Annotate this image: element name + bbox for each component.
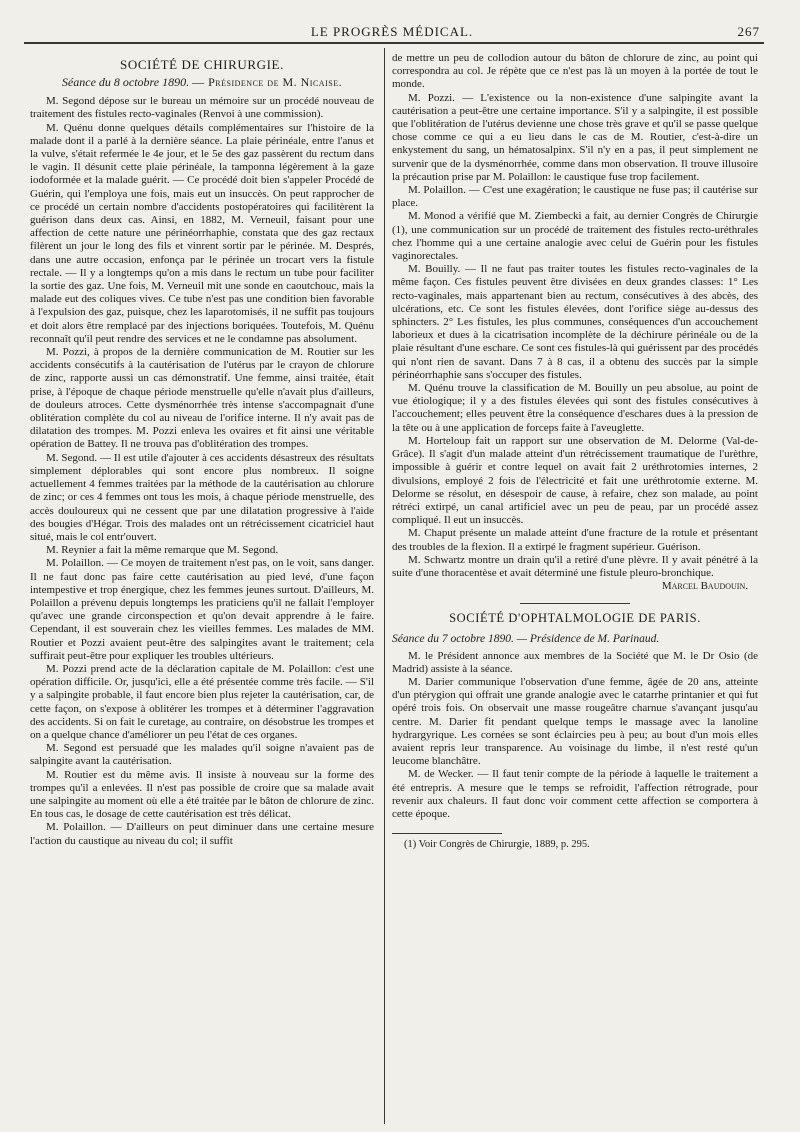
paragraph: M. Quénu donne quelques détails complémentaires sur l'histoire de la malade dont il a parlé à la dernière séance. La plaie périnéale, entre l'anus et la vulve, s'était refermée le 4e jour, et le 5e des gaz passèrent du rectum dans le vagin. Il désunit cette plaie périnéale, la tamponna légèrement à la gaze iodoformée et la malade guérit. — Ce procédé doit bien s'appeler Procédé de Guérin, qui l'employa une fois, mais eut un insuccès. On peut rapprocher de ce procédé un certain nombre d'accidents postopératoires qui facilitèrent la guérison dans deux cas. Ainsi, en 1882, M. Verneuil, faisant pour une affection de cette nature une périnéorrhaphie, constata que des gaz rectaux filèrent un jour le long des fils et vinrent sortir par le périnée. M. Després, dans une autre occasion, enfonça par le périnée un trocart vers la fistule rectale. — Il y a longtemps qu'on a mis dans le rectum un tube pour faciliter la sortie des gaz. Une fois, M. Verneuil mit une sonde en caoutchouc, mais la malade eut des coliques vives. Ce tube n'est pas une condition bien favorable à l'expulsion des gaz, puisque, chez les laparotomisés, il ne suffit pas toujours et doit alors être remplacé par des injections boriquées. Toutefois, M. Quénu reconnaît qu'il peut rendre des services et ne le condamne pas absolument. bbox=[30, 121, 374, 345]
left-column bbox=[30, 52, 374, 848]
paragraph: M. Segond est persuadé que les malades qu'il soigne n'avaient pas de salpingite avant la cautérisation. bbox=[30, 742, 374, 768]
session-line bbox=[30, 75, 374, 89]
paragraph: M. Quénu trouve la classification de M. Bouilly un peu absolue, au point de vue étiologique; il y a des fistules élevées qui sont des fistules consécutives à l'accouchement; elles peuvent être la conséquence d'eschares dues à la pression de la tête ou à une application de forceps faite à l'aveuglette. bbox=[392, 382, 758, 434]
column-divider bbox=[384, 48, 385, 1124]
footnote: (1) Voir Congrès de Chirurgie, 1889, p. 295. bbox=[404, 839, 590, 851]
paragraph: M. de Wecker. — Il faut tenir compte de la période à laquelle le traitement a été entrepris. A mesure que le temps se refroidit, l'affection rétrograde, pour revenir aux chaleurs. Il faut donc voir comment cette affection se comportera à cette époque. bbox=[392, 768, 758, 820]
footnote-rule bbox=[392, 833, 502, 834]
header-rule bbox=[24, 42, 764, 44]
paragraph: M. Polaillon. — Ce moyen de traitement n'est pas, on le voit, sans danger. Il ne faut donc pas faire cette cautérisation au pied levé, d'une façon intempestive et trop énergique, chez les femmes jeunes surtout. D'ailleurs, M. Polaillon a prévenu depuis longtemps les praticiens qu'il ne fallait l'employer qu'avec une grande circonspection et qu'on devait apprendre à le faire. Cependant, il est souverain chez les vieilles femmes. Les malades de MM. Routier et Pozzi avaient peut-être des salpingites avant le traitement; cela suffirait peut-être pour expliquer les troubles ultérieurs. bbox=[30, 557, 374, 662]
paragraph: M. Routier est du même avis. Il insiste à nouveau sur la forme des trompes qu'il a enlevées. Il n'est pas possible de croire que sa malade avait une salpingite au moment où elle a été traitée par le bâton de chlorure de zinc. En tous cas, le dosage de cette cautérisation est très délicat. bbox=[30, 768, 374, 821]
paragraph: M. Reynier a fait la même remarque que M. Segond. bbox=[46, 544, 279, 557]
section2-session: Séance du 7 octobre 1890. — Présidence de M. Parinaud. bbox=[392, 632, 660, 645]
page-header bbox=[24, 20, 760, 42]
paragraph: M. Schwartz montre un drain qu'il a retiré d'une plèvre. Il y avait pénétré à la suite d'une thoracentèse et avait déterminé une fistule pleuro-bronchique. bbox=[392, 553, 758, 579]
paragraph: M. Pozzi, à propos de la dernière communication de M. Routier sur les accidents consécutifs à la cautérisation de l'utérus par le crayon de chlorure de zinc, rapporte aussi un cas démonstratif. Une femme, ainsi traitée, était prise, à l'époque de chaque période menstruelle qu'elle n'avait plus d'ailleurs, de douleurs atroces. Cette dysménorrhée très intense s'accompagnait d'une oblitération complète du col au niveau de l'orifice interne. Il n'y avait pas de dilatation des trompes. M. Pozzi enleva les ovaires et fit ainsi une véritable opération de Battey. Il ne trouva pas d'oblitération des trompes. bbox=[30, 346, 374, 451]
paragraph: de mettre un peu de collodion autour du bâton de chlorure de zinc, au point qui correspondra au col. Je répète que ce n'est pas là un moyen à la portée de tout le monde. bbox=[392, 52, 758, 91]
paragraph: M. Monod a vérifié que M. Ziembecki a fait, au dernier Congrès de Chirurgie (1), une communication sur un procédé de traitement des fistules recto-uréthrales chez l'homme qui a une certaine analogie avec celui de Guérin pour les fistules vaginorectales. bbox=[392, 210, 758, 263]
paragraph: M. Polaillon. — C'est une exagération; le caustique ne fuse pas; il cautérise sur place. bbox=[392, 184, 758, 210]
page-number: 267 bbox=[737, 24, 760, 39]
section-title-chirurgie: SOCIÉTÉ DE CHIRURGIE. bbox=[120, 57, 284, 72]
paragraph: M. Polaillon. — D'ailleurs on peut diminuer dans une certaine mesure l'action du caustique au niveau du col; il suffit bbox=[30, 821, 374, 847]
paragraph: M. Darier communique l'observation d'une femme, âgée de 20 ans, atteinte d'un ptérygion qui offrait une grande analogie avec le catarrhe printanier et qui fut opéré trois fois. On observait une masse rougeâtre charnue s'avançant jusqu'au centre. M. Darier fit pendant quelque temps le massage avec la lanoline hydrargyrique. Les cornées se sont éclaircies peu à peu; au bout d'un mois elles avaient repris leur transparence. Au voisinage du limbe, il n'est resté qu'un leucome blanchâtre. bbox=[392, 675, 758, 768]
paragraph: M. Horteloup fait un rapport sur une observation de M. Delorme (Val-de-Grâce). Il s'agit d'un malade atteint d'un rétrécissement traumatique de l'urèthre, impossible à guérir et contre lequel on avait fait 2 uréthrotomies internes, 2 divulsions, employé 2 fois de l'électricité et fait une uréthrotomie externe. M. Delorme se résolut, en désespoir de cause, à refaire, chez son malade, au point rétréci extirpé, un canal artificiel avec un peu de peau, par un procédé assez compliqué. Il eut un insuccès. bbox=[392, 434, 758, 527]
paragraph: M. Pozzi. — L'existence ou la non-existence d'une salpingite avant la cautérisation a peut-être une certaine importance. S'il y a salpingite, il est possible que l'oblitération de l'utérus devienne une chose très grave et qu'il se passe quelque chose comme ce qui a eu lieu dans le cas de M. Routier, c'est-à-dire un enkystement du sang, un hématosalpinx. S'il n'y en a pas, il peut simplement ne survenir que de la dysménorrhée, comme dans mon observation. Il trouve illusoire la précaution prise par M. Polaillon: le caustique fuse trop facilement. bbox=[392, 91, 758, 183]
journal-title: LE PROGRÈS MÉDICAL. bbox=[310, 24, 474, 39]
paragraph: M. Chaput présente un malade atteint d'une fracture de la rotule et présentant des troubles de la flexion. Il a extirpé le fragment supérieur. Guérison. bbox=[392, 527, 758, 553]
session-presidency: — Présidence de M. Nicaise. bbox=[192, 75, 343, 90]
paragraph: M. Pozzi prend acte de la déclaration capitale de M. Polaillon: c'est une opération difficile. Or, jusqu'ici, elle a été présentée comme très facile. — S'il y a salpingite probable, il faut encore bien plus rejeter la cautérisation, car, de cette façon, on s'expose à oblitérer les trompes et à déterminer l'aggravation des accidents. Si on fait le curetage, au contraire, on désobstrue les trompes et on a quelque chance d'améliorer un peu l'état de ces organes. bbox=[30, 662, 374, 741]
session-date: Séance du 8 octobre 1890. bbox=[61, 75, 190, 90]
paragraph: M. Bouilly. — Il ne faut pas traiter toutes les fistules recto-vaginales de la même façon. Ces fistules peuvent être divisées en deux grandes classes: 1° Les recto-vaginales, mais appartenant bien au rectum, consécutives à des abcès, des ulcérations, etc. Ce sont les fistules élevées, dont l'orifice siège au-dessus des sphincters. 2° Les fistules, les plus communes, conséquences d'un accouchement laborieux et dues à la cicatrisation incomplète de la déchirure périnéale ou de la plaie résultant d'une eschare. Ce sont ces fistules-là qui guérissent par des procédés qui n'ont rien de savant. Dans 7 à 8 cas, il a obtenu des succès par la simple périnéorrhaphie sans s'occuper des fistules. bbox=[392, 263, 758, 381]
paragraph: M. Segond. — Il est utile d'ajouter à ces accidents désastreux des résultats simplement déplorables qui sont encore plus nombreux. Il soigne actuellement 4 femmes traitées par la méthode de la cautérisation au chlorure de zinc; or ces 4 femmes ont tous les mois, à chaque période menstruelle, des accès douloureux qui ne cessent que par une dilatation progressive à l'aide des bougies d'Hégar. Trois des malades ont un rétrécissement cicatriciel haut situé, mais le col entr'ouvert. bbox=[30, 451, 374, 543]
right-column bbox=[392, 52, 758, 851]
paragraph: M. Segond dépose sur le bureau un mémoire sur un procédé nouveau de traitement des fistules recto-vaginales (Renvoi à une commission). bbox=[30, 95, 374, 121]
paragraph: M. le Président annonce aux membres de la Société que M. le Dr Osio (de Madrid) assiste à la séance. bbox=[392, 649, 758, 675]
section-divider bbox=[520, 603, 630, 604]
section-title-ophtalmologie: SOCIÉTÉ D'OPHTALMOLOGIE DE PARIS. bbox=[449, 611, 701, 626]
author-signature: Marcel Baudouin. bbox=[661, 580, 748, 593]
